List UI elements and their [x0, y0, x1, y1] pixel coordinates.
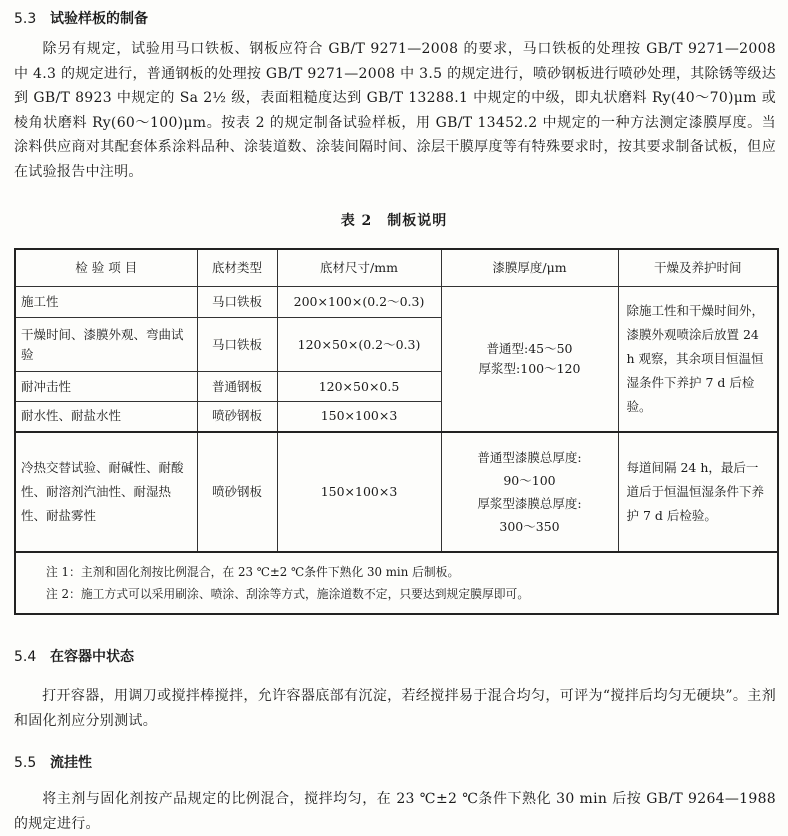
size-cell: 120×50×0.5 — [277, 372, 441, 402]
section-title: 流挂性 — [50, 755, 92, 771]
section-5-3-body — [14, 37, 776, 184]
item-cell: 施工性 — [15, 287, 197, 318]
thickness-thick: 厚浆型:100～120 — [478, 360, 581, 376]
header-cell: 检 验 项 目 — [15, 249, 197, 287]
section-5-3-heading — [14, 8, 148, 28]
thickness-normal-label: 普通型漆膜总厚度: — [477, 449, 582, 465]
thickness-thick-label: 厚浆型漆膜总厚度: — [477, 495, 582, 511]
paragraph-text: 将主剂与固化剂按产品规定的比例混合，搅拌均匀，在 23 ℃±2 ℃条件下熟化 30 min 后按 GB/T 9264—1988 的规定进行。 — [14, 791, 776, 832]
section-number: 5.5 — [14, 755, 37, 771]
item-cell: 干燥时间、漆膜外观、弯曲试验 — [15, 318, 197, 372]
item-cell: 冷热交替试验、耐碱性、耐酸性、耐溶剂汽油性、耐湿热性、耐盐雾性 — [15, 432, 197, 552]
size-cell: 120×50×(0.2～0.3) — [277, 318, 441, 372]
table-caption: 表 2 制板说明 — [340, 213, 448, 229]
section-number: 5.3 — [14, 11, 37, 27]
note-2: 注 2：施工方式可以采用刷涂、喷涂、刮涂等方式，施涂道数不定，只要达到规定膜厚即可。 — [46, 586, 530, 601]
section-5-4-body — [14, 684, 776, 733]
specimen-table — [14, 248, 779, 615]
notes-row — [15, 552, 778, 614]
notes-cell — [15, 552, 778, 614]
section-number: 5.4 — [14, 649, 37, 665]
section-5-4-heading — [14, 646, 134, 666]
header-cell: 漆膜厚度/μm — [441, 249, 618, 287]
size-cell: 150×100×3 — [277, 402, 441, 432]
substrate-cell: 马口铁板 — [197, 287, 277, 318]
thickness-thick-value: 300～350 — [499, 518, 560, 534]
section-5-5-heading — [14, 752, 92, 772]
size-cell: 150×100×3 — [277, 432, 441, 552]
header-cell: 干燥及养护时间 — [618, 249, 778, 287]
header-cell: 底材尺寸/mm — [277, 249, 441, 287]
thickness-cell — [441, 432, 618, 552]
substrate-cell: 普通钢板 — [197, 372, 277, 402]
thickness-cell — [441, 287, 618, 432]
substrate-cell: 喷砂钢板 — [197, 402, 277, 432]
table-row — [15, 287, 778, 318]
note-1: 注 1：主剂和固化剂按比例混合，在 23 ℃±2 ℃条件下熟化 30 min 后制板。 — [46, 564, 460, 579]
table-header-row — [15, 249, 778, 287]
item-cell: 耐水性、耐盐水性 — [15, 402, 197, 432]
paragraph-text: 除另有规定，试验用马口铁板、钢板应符合 GB/T 9271—2008 的要求，马口铁板的处理按 GB/T 9271—2008 中 4.3 的规定进行，普通钢板的处理按 GB/T 9271—2008 中 3.5 的规定进行，喷砂钢板进行喷砂处理，其除锈等级达到 GB/T 8923 中规定的 Sa 2½ 级，表面粗糙度达到 GB/T 13288.1 中规定的中级，即丸状磨料 Ry(40～70)μm 或棱角状磨料 Ry(60～100)μm。按表 2 的规定制备试验样板，用 GB/T 13452.2 中规定的一种方法测定漆膜厚度。当涂料供应商对其配套体系涂料品种、涂装道数、涂装间隔时间、涂层干膜厚度等有特殊要求时，按其要求制备试板，但应在试验报告中注明。 — [14, 41, 776, 180]
cure-cell: 除施工性和干燥时间外，漆膜外观喷涂后放置 24 h 观察，其余项目恒温恒湿条件下养护 7 d 后检验。 — [618, 287, 778, 432]
size-cell: 200×100×(0.2～0.3) — [277, 287, 441, 318]
cure-cell: 每道间隔 24 h，最后一道后于恒温恒湿条件下养护 7 d 后检验。 — [618, 432, 778, 552]
substrate-cell: 马口铁板 — [197, 318, 277, 372]
paragraph-text: 打开容器，用调刀或搅拌棒搅拌，允许容器底部有沉淀，若经搅拌易于混合均匀，可评为“搅拌后均匀无硬块”。主剂和固化剂应分别测试。 — [14, 688, 776, 729]
section-title: 试验样板的制备 — [50, 11, 148, 27]
thickness-normal-value: 90～100 — [503, 472, 556, 488]
table-row — [15, 432, 778, 552]
section-title: 在容器中状态 — [50, 649, 134, 665]
header-cell: 底材类型 — [197, 249, 277, 287]
item-cell: 耐冲击性 — [15, 372, 197, 402]
substrate-cell: 喷砂钢板 — [197, 432, 277, 552]
thickness-normal: 普通型:45～50 — [486, 340, 573, 356]
section-5-5-body — [14, 787, 776, 836]
